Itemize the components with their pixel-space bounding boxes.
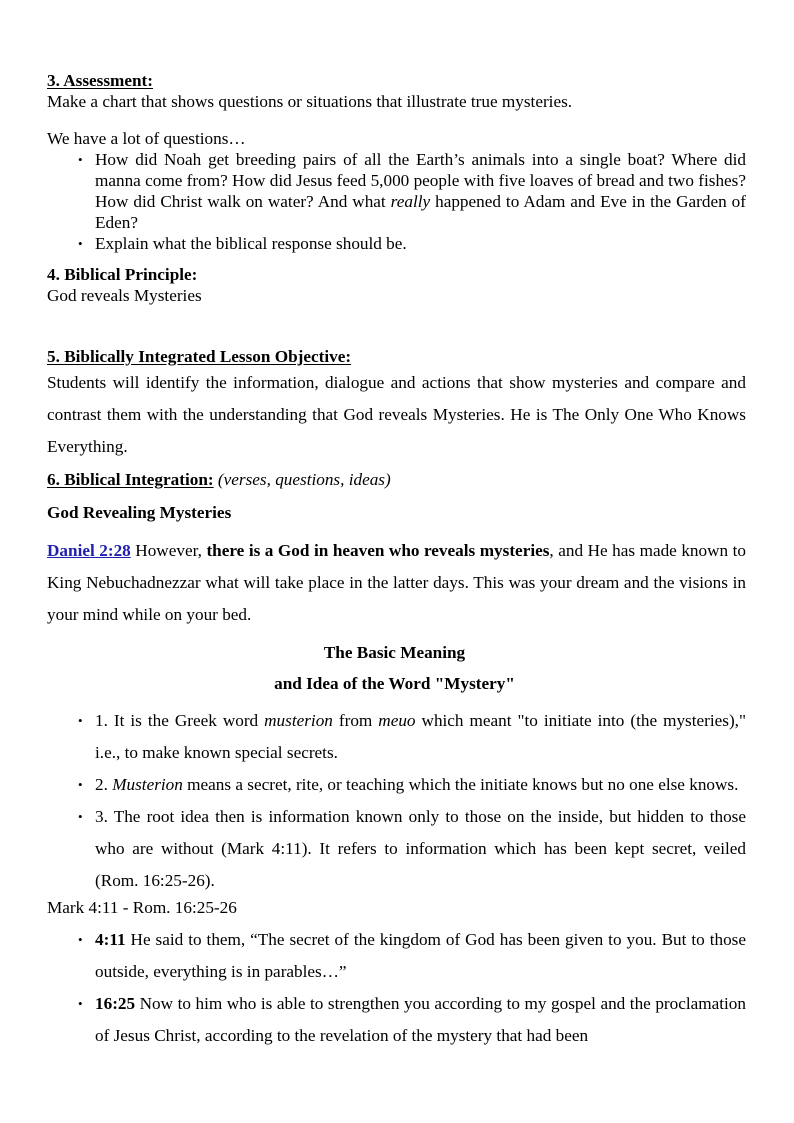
section-heading-integration	[47, 469, 746, 490]
list-item	[47, 149, 746, 233]
scripture-text: Now to him who is able to strengthen you according to my gospel and the proclamation of Jesus Christ, according to the revelation of the mystery that had been	[95, 994, 746, 1045]
objective-body-text: Students will identify the information, dialogue and actions that show mysteries and compare and contrast them with the understanding that God reveals Mysteries. He is The Only One Who Knows Everything.	[47, 373, 746, 456]
principle-heading-text: 4. Biblical Principle:	[47, 265, 198, 284]
verse-text-bold: there is a God in heaven who reveals mysteries	[206, 541, 550, 560]
bullet-text-italic: really	[390, 192, 431, 211]
verse-text-before: However,	[130, 541, 207, 560]
daniel-verse-paragraph	[47, 535, 746, 631]
spacer	[47, 306, 746, 346]
list-item	[47, 705, 746, 769]
spacer	[47, 490, 746, 502]
scripture-reference: 16:25	[95, 994, 136, 1013]
centered-heading-line2: and Idea of the Word "Mystery"	[274, 674, 515, 693]
integration-subheading: God Revealing Mysteries	[47, 503, 232, 522]
document-content	[47, 70, 746, 1052]
scripture-text: He said to them, “The secret of the kingdom of God has been given to you. But to those outside, everything is in parables…”	[95, 930, 746, 981]
verse-text-after: , and He has made known to King Nebuchadnezzar what will take place in the latter days. This was your dream and the visions in your mind while on your bed.	[47, 541, 746, 624]
definition-part1: 2.	[95, 775, 113, 794]
spacer	[47, 254, 746, 264]
bullet-text-part1: How did Noah get breeding pairs of all the Earth’s animals into a single boat? Where did manna come from? How did Jesus feed 5,000 people with five loaves of bread and two fishes? How did Christ walk on water? And what	[95, 150, 746, 211]
definition-italic1: musterion	[264, 711, 333, 730]
definition-part1: 3. The root idea then is information known only to those on the inside, but hidden to those who are without (Mark 4:11). It refers to information which has been kept secret, veiled (Rom. 16:25-26).	[95, 807, 746, 890]
list-item	[47, 988, 746, 1052]
section-heading-objective	[47, 346, 746, 367]
assessment-lead-in-text: We have a lot of questions…	[47, 129, 246, 148]
scripture-reference: 4:11	[95, 930, 126, 949]
scripture-range-label: Mark 4:11 - Rom. 16:25-26	[47, 898, 237, 917]
list-item	[47, 233, 746, 254]
spacer	[47, 523, 746, 535]
objective-heading-text: 5. Biblically Integrated Lesson Objective:	[47, 347, 352, 366]
list-item	[47, 769, 746, 801]
section-heading-assessment	[47, 70, 746, 91]
definition-part2: means a secret, rite, or teaching which the initiate knows but no one else knows.	[182, 775, 739, 794]
spacer	[47, 112, 746, 128]
integration-heading-subtitle: (verses, questions, ideas)	[217, 470, 391, 489]
definition-italic2: meuo	[378, 711, 416, 730]
definition-part2: from	[332, 711, 379, 730]
centered-heading-line1: The Basic Meaning	[323, 643, 466, 662]
scripture-bullet-list	[47, 924, 746, 1052]
section-heading-principle	[47, 264, 746, 285]
assessment-bullet-list	[47, 149, 746, 254]
bullet-text-part2: happened to Adam and Eve in the Garden of Eden?	[95, 192, 746, 232]
assessment-heading-text: 3. Assessment:	[47, 71, 153, 90]
scripture-link-daniel[interactable]: Daniel 2:28	[47, 541, 131, 560]
bullet-text-part1: Explain what the biblical response should be.	[95, 234, 407, 253]
assessment-intro-text: Make a chart that shows questions or situations that illustrate true mysteries.	[47, 92, 573, 111]
integration-heading-text: 6. Biblical Integration:	[47, 470, 214, 489]
list-item	[47, 924, 746, 988]
definition-part1: 1. It is the Greek word	[95, 711, 265, 730]
definition-part3: which meant "to initiate into (the mysteries)," i.e., to make known special secrets.	[95, 711, 746, 762]
principle-body-text: God reveals Mysteries	[47, 286, 202, 305]
definition-italic1: Musterion	[112, 775, 183, 794]
list-item	[47, 801, 746, 897]
definition-bullet-list	[47, 705, 746, 897]
